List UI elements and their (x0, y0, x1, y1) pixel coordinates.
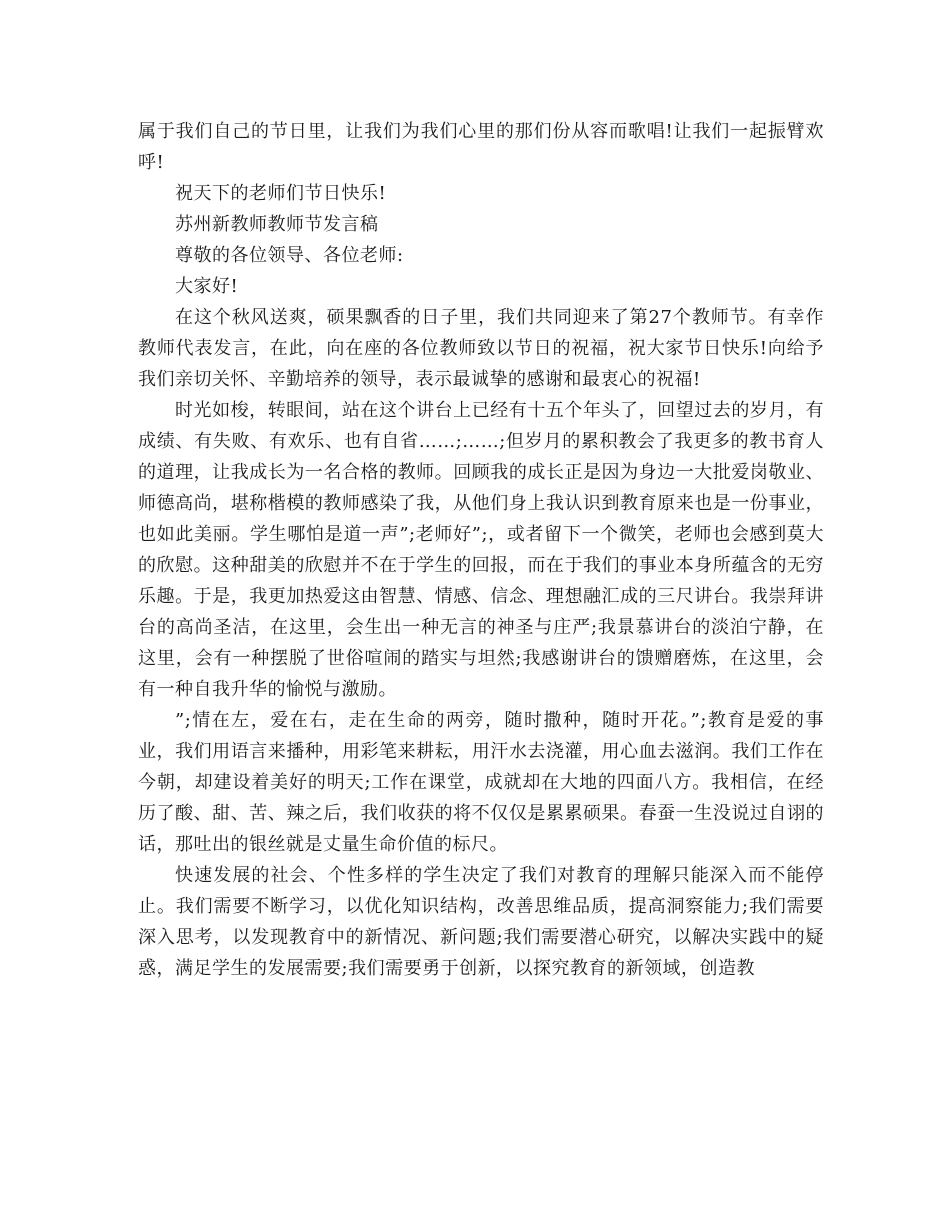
paragraph-6: 在这个秋风送爽，硕果飘香的日子里，我们共同迎来了第27个教师节。有幸作教师代表发言，在此，向在座的各位教师致以节日的祝福，祝大家节日快乐!向给予我们亲切关怀、辛勤培养的领导，表示最诚挚的感谢和最衷心的祝福! (138, 307, 824, 390)
paragraph-2: 祝天下的老师们节日快乐! (175, 183, 387, 204)
paragraph-8: ”;情在左，爱在右，走在生命的两旁，随时撒种，随时开花。”;教育是爱的事业，我们用语言来播种，用彩笔来耕耘，用汗水去浇灌，用心血去滋润。我们工作在今朝，却建设着美好的明天;工作在课堂，成就却在大地的四面八方。我相信，在经历了酸、甜、苦、辣之后，我们收获的将不仅仅是累累硕果。春蚕一生没说过自诩的话，那吐出的银丝就是丈量生命价值的标尺。 (138, 710, 824, 855)
paragraph-3: 苏州新教师教师节发言稿 (175, 214, 379, 235)
paragraph-5: 大家好! (175, 276, 239, 297)
paragraph-4: 尊敬的各位领导、各位老师: (175, 245, 404, 266)
paragraph-9: 快速发展的社会、个性多样的学生决定了我们对教育的理解只能深入而不能停止。我们需要不断学习，以优化知识结构，改善思维品质，提高洞察能力;我们需要深入思考，以发现教育中的新情况、新问题;我们需要潜心研究，以解决实践中的疑惑，满足学生的发展需要;我们需要勇于创新，以探究教育的新领域，创造教 (138, 865, 824, 979)
paragraph-7: 时光如梭，转眼间，站在这个讲台上已经有十五个年头了，回望过去的岁月，有成绩、有失败、有欢乐、也有自省……;……;但岁月的累积教会了我更多的教书育人的道理，让我成长为一名合格的教师。回顾我的成长正是因为身边一大批爱岗敬业、师德高尚，堪称楷模的教师感染了我，从他们身上我认识到教育原来也是一份事业，也如此美丽。学生哪怕是道一声”;老师好”;，或者留下一个微笑，老师也会感到莫大的欣慰。这种甜美的欣慰并不在于学生的回报，而在于我们的事业本身所蕴含的无穷乐趣。于是，我更加热爱这由智慧、情感、信念、理想融汇成的三尺讲台。我崇拜讲台的高尚圣洁，在这里，会生出一种无言的神圣与庄严;我景慕讲台的淡泊宁静，在这里，会有一种摆脱了世俗喧闹的踏实与坦然;我感谢讲台的馈赠磨炼，在这里，会有一种自我升华的愉悦与激励。 (138, 400, 824, 700)
paragraph-1: 属于我们自己的节日里，让我们为我们心里的那们份从容而歌唱!让我们一起振臂欢呼! (138, 121, 824, 173)
document-body (138, 116, 824, 984)
